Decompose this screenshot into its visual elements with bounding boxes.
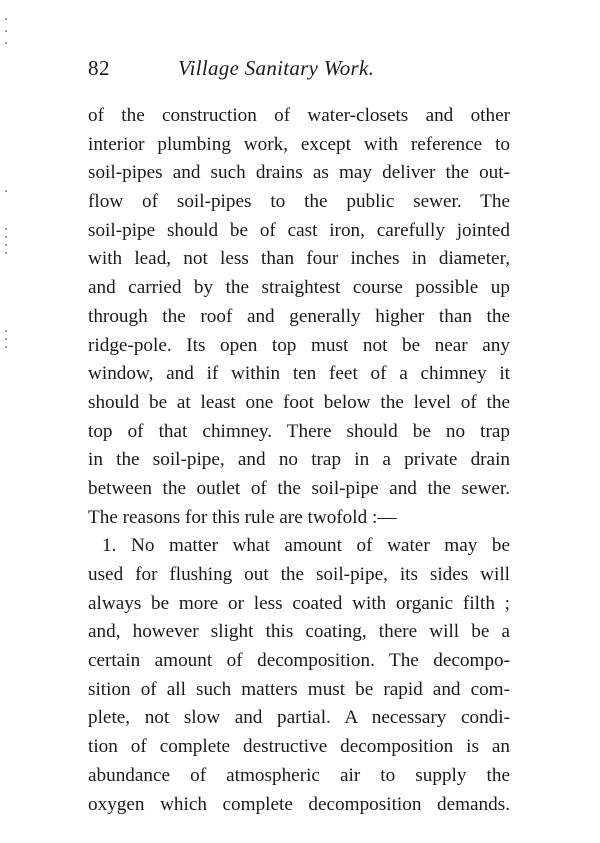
page-number: 82 [88, 56, 110, 80]
text-line: soil-pipes and such drains as may deliver the out- [88, 162, 510, 184]
text-line: through the roof and generally higher than the [88, 305, 510, 327]
text-line: with lead, not less than four inches in diameter, [88, 248, 510, 270]
text-line: flow of soil-pipes to the public sewer. The [88, 191, 510, 213]
text-line: plete, not slow and partial. A necessary condi- [88, 707, 510, 729]
running-title: Village Sanitary Work. [178, 56, 375, 80]
text-line: always be more or less coated with organic filth ; [88, 592, 510, 614]
text-line: soil-pipe should be of cast iron, carefully jointed [88, 219, 510, 241]
text-line: of the construction of water-closets and other [88, 105, 510, 126]
text-line: interior plumbing work, except with reference to [88, 133, 510, 155]
text-line: ridge-pole. Its open top must not be near any [88, 334, 510, 356]
text-line: abundance of atmospheric air to supply the [88, 764, 510, 786]
text-line: in the soil-pipe, and no trap in a private drain [88, 449, 510, 471]
text-line: should be at least one foot below the level of the [88, 391, 510, 413]
text-line: oxygen which complete decomposition demands. [88, 793, 510, 815]
text-line: tion of complete destructive decomposition is an [88, 736, 510, 758]
text-line: certain amount of decomposition. The decompo- [88, 650, 510, 672]
page-header [88, 56, 514, 86]
text-line: and, however slight this coating, there will be a [88, 621, 510, 643]
text-line: and carried by the straightest course possible up [88, 277, 510, 299]
text-line: window, and if within ten feet of a chimney it [88, 363, 510, 385]
text-line: sition of all such matters must be rapid and com- [88, 678, 510, 700]
text-line: between the outlet of the soil-pipe and the sewer. [88, 477, 510, 499]
text-line: The reasons for this rule are twofold :— [88, 506, 397, 528]
text-line: used for flushing out the soil-pipe, its sides will [88, 564, 510, 585]
text-line: 1. No matter what amount of water may be [102, 535, 510, 557]
body-text [88, 102, 510, 819]
text-line: top of that chimney. There should be no trap [88, 420, 510, 442]
scan-margin-marks [0, 0, 12, 843]
